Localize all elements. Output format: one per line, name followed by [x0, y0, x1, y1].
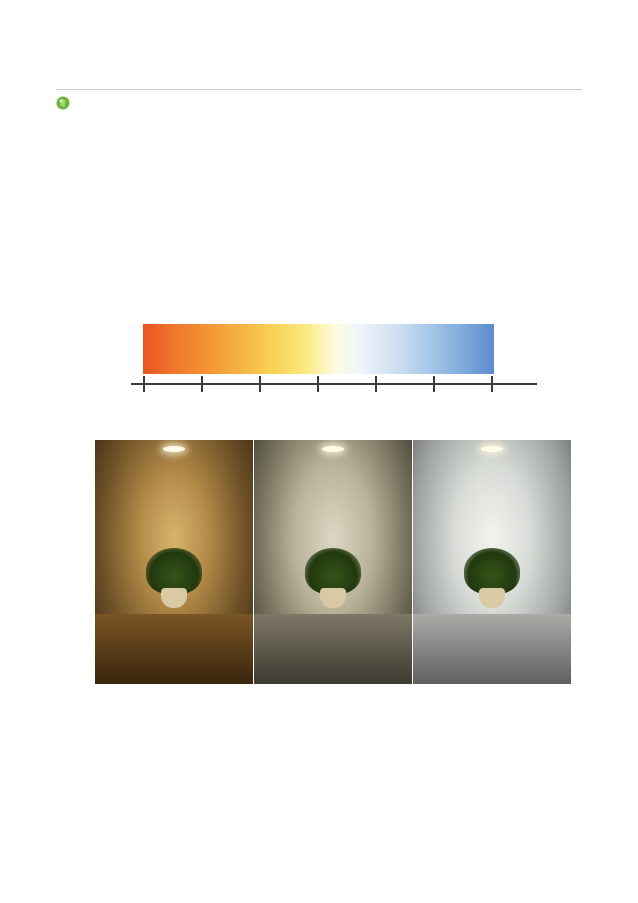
kelvin-axis	[131, 376, 537, 398]
photo-floor	[413, 614, 571, 684]
ceiling-lamp-icon	[322, 446, 344, 452]
axis-tick	[317, 376, 319, 392]
ceiling-lamp-icon	[163, 446, 185, 452]
flower-pot-icon	[479, 588, 505, 608]
axis-tick	[201, 376, 203, 392]
axis-tick	[259, 376, 261, 392]
axis-tick	[491, 376, 493, 392]
ceiling-lamp-icon	[481, 446, 503, 452]
color-spectrum-bar	[143, 324, 494, 374]
flower-pot-icon	[161, 588, 187, 608]
photo-tageslichtweiss	[413, 440, 571, 684]
title-divider	[56, 89, 582, 90]
green-globe-icon	[56, 96, 70, 110]
photo-floor	[95, 614, 253, 684]
axis-tick	[433, 376, 435, 392]
photo-warmweiss	[95, 440, 253, 684]
axis-tick	[143, 376, 145, 392]
lighting-photos	[95, 440, 571, 684]
source-line	[56, 94, 77, 112]
color-temperature-figure	[95, 228, 571, 684]
photo-floor	[254, 614, 412, 684]
flower-pot-icon	[320, 588, 346, 608]
axis-tick	[375, 376, 377, 392]
axis-baseline	[131, 383, 537, 385]
photo-neutralweiss	[254, 440, 412, 684]
